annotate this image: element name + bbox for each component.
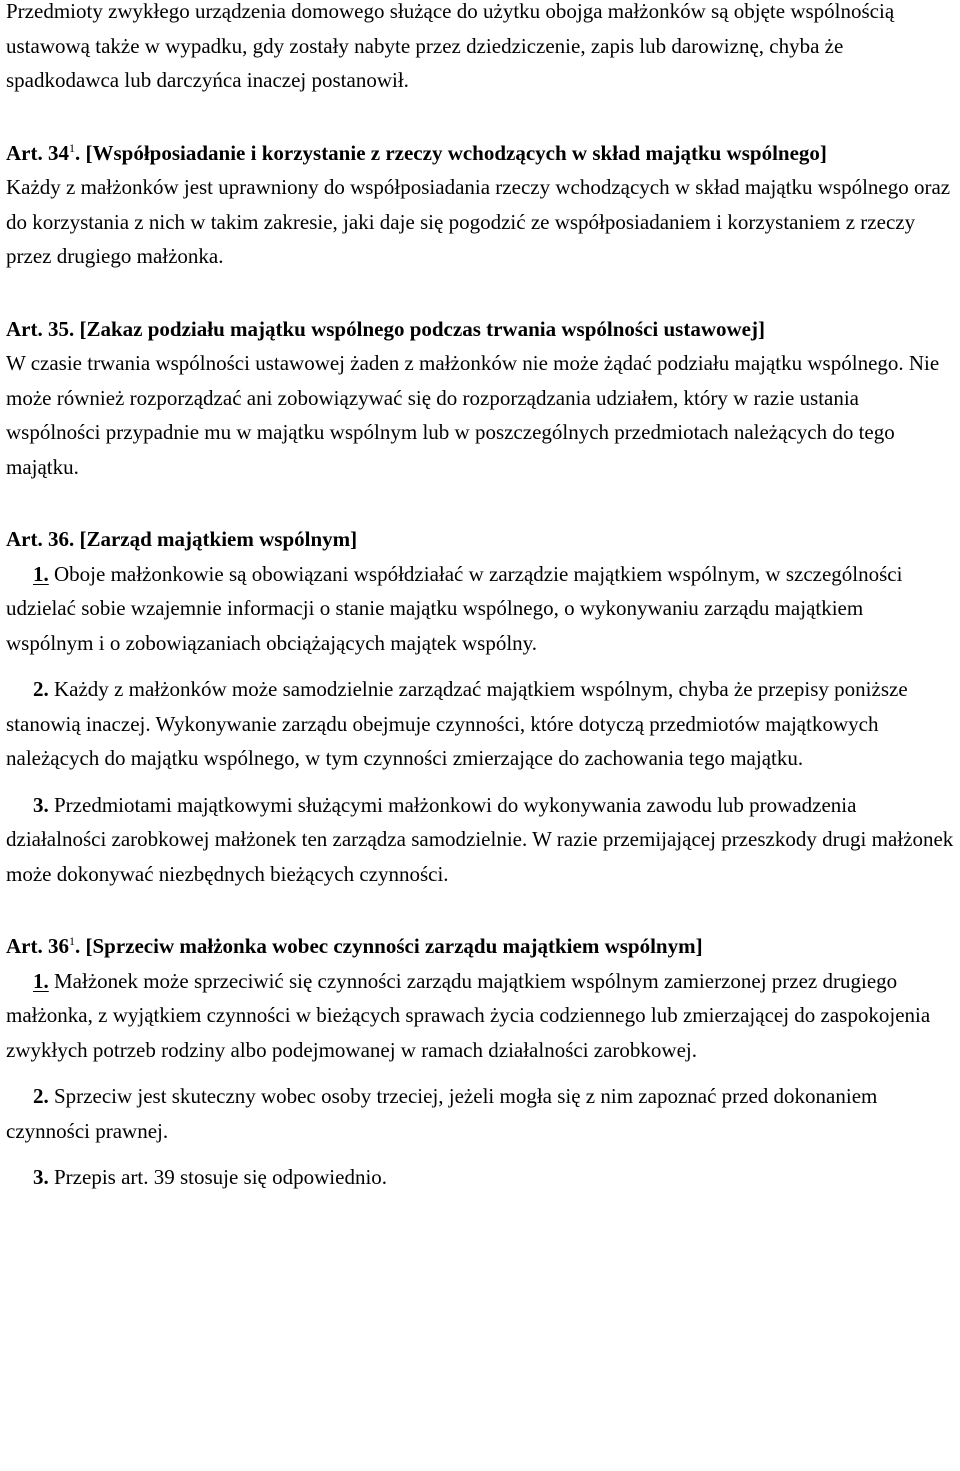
article-35 <box>6 312 954 485</box>
article-36-1 <box>6 929 954 1195</box>
article-superscript: 1 <box>68 934 75 948</box>
paragraph-2 <box>6 672 954 776</box>
paragraph-text: Oboje małżonkowie są obowiązani współdziałać w zarządzie majątkiem wspólnym, w szczególności udzielać sobie wzajemnie informacji o stanie majątku wspólnego, o wykonywaniu zarządu majątkiem wspólnym i o zobowiązaniach obciążających majątek wspólny. <box>6 561 903 655</box>
paragraph-text: Sprzeciw jest skuteczny wobec osoby trzeciej, jeżeli mogła się z nim zapoznać przed dokonaniem czynności prawnej. <box>6 1084 878 1143</box>
article-text: Każdy z małżonków jest uprawniony do współposiadania rzeczy wchodzących w skład majątku wspólnego oraz do korzystania z nich w takim zakresie, jaki daje się pogodzić ze współposiadaniem i korzystaniem z rzeczy przez drugiego małżonka. <box>6 175 951 268</box>
paragraph-number: 2. <box>33 677 49 701</box>
article-number: Art. 34 <box>6 140 69 165</box>
paragraph-number: 3. <box>33 1165 49 1189</box>
paragraph-text: Przedmiotami majątkowymi służącymi małżonkowi do wykonywania zawodu lub prowadzenia działalności zarobkowej małżonek ten zarządza samodzielnie. W razie przemijającej przeszkody drugi małżonek może dokonywać niezbędnych bieżących czynności. <box>6 792 954 886</box>
paragraph-text: Małżonek może sprzeciwić się czynności zarządu majątkiem wspólnym zamierzonej przez drugiego małżonka, z wyjątkiem czynności w bieżących sprawach życia codziennego lub zmierzającej do zaspokojenia zwykłych potrzeb rodziny albo podejmowanej w ramach działalności zarobkowej. <box>6 968 931 1062</box>
paragraph-1 <box>6 557 954 661</box>
article-heading: Art. 35. [Zakaz podziału majątku wspólnego podczas trwania wspólności ustawowej] <box>6 316 765 341</box>
article-34-1 <box>6 136 954 274</box>
article-heading <box>6 929 954 964</box>
intro-paragraph: Przedmioty zwykłego urządzenia domowego służące do użytku obojga małżonków są objęte wspólnością ustawową także w wypadku, gdy zostały nabyte przez dziedziczenie, zapis lub darowiznę, chyba że spadkodawca lub darczyńca inaczej postanowił. <box>6 0 895 92</box>
article-text: W czasie trwania wspólności ustawowej żaden z małżonków nie może żądać podziału majątku wspólnego. Nie może również rozporządzać ani zobowiązywać się do rozporządzania udziałem, który w razie ustania wspólności przypadnie mu w majątku wspólnym lub w poszczególnych przedmiotach należących do tego majątku. <box>6 351 940 479</box>
paragraph-3 <box>6 1160 954 1195</box>
paragraph-number: 1. <box>33 561 49 586</box>
article-title: . [Sprzeciw małżonka wobec czynności zarządu majątkiem wspólnym] <box>74 934 703 958</box>
article-36 <box>6 522 954 891</box>
paragraph-2 <box>6 1079 954 1148</box>
article-heading <box>6 136 954 171</box>
paragraph-number: 3. <box>33 792 49 817</box>
paragraph-3 <box>6 788 954 892</box>
paragraph-text: Przepis art. 39 stosuje się odpowiednio. <box>54 1165 388 1189</box>
article-title: . [Współposiadanie i korzystanie z rzeczy wchodzących w skład majątku wspólnego] <box>74 140 827 165</box>
paragraph-number: 1. <box>33 968 49 993</box>
article-superscript: 1 <box>68 140 75 155</box>
article-heading: Art. 36. [Zarząd majątkiem wspólnym] <box>6 527 358 551</box>
article-number: Art. 36 <box>6 934 69 958</box>
paragraph-text: Każdy z małżonków może samodzielnie zarządzać majątkiem wspólnym, chyba że przepisy poniższe stanowią inaczej. Wykonywanie zarządu obejmuje czynności, które dotyczą przedmiotów majątkowych należących do majątku wspólnego, w tym czynności zmierzające do zachowania tego majątku. <box>6 677 908 770</box>
paragraph-number: 2. <box>33 1084 49 1108</box>
paragraph-1 <box>6 964 954 1068</box>
